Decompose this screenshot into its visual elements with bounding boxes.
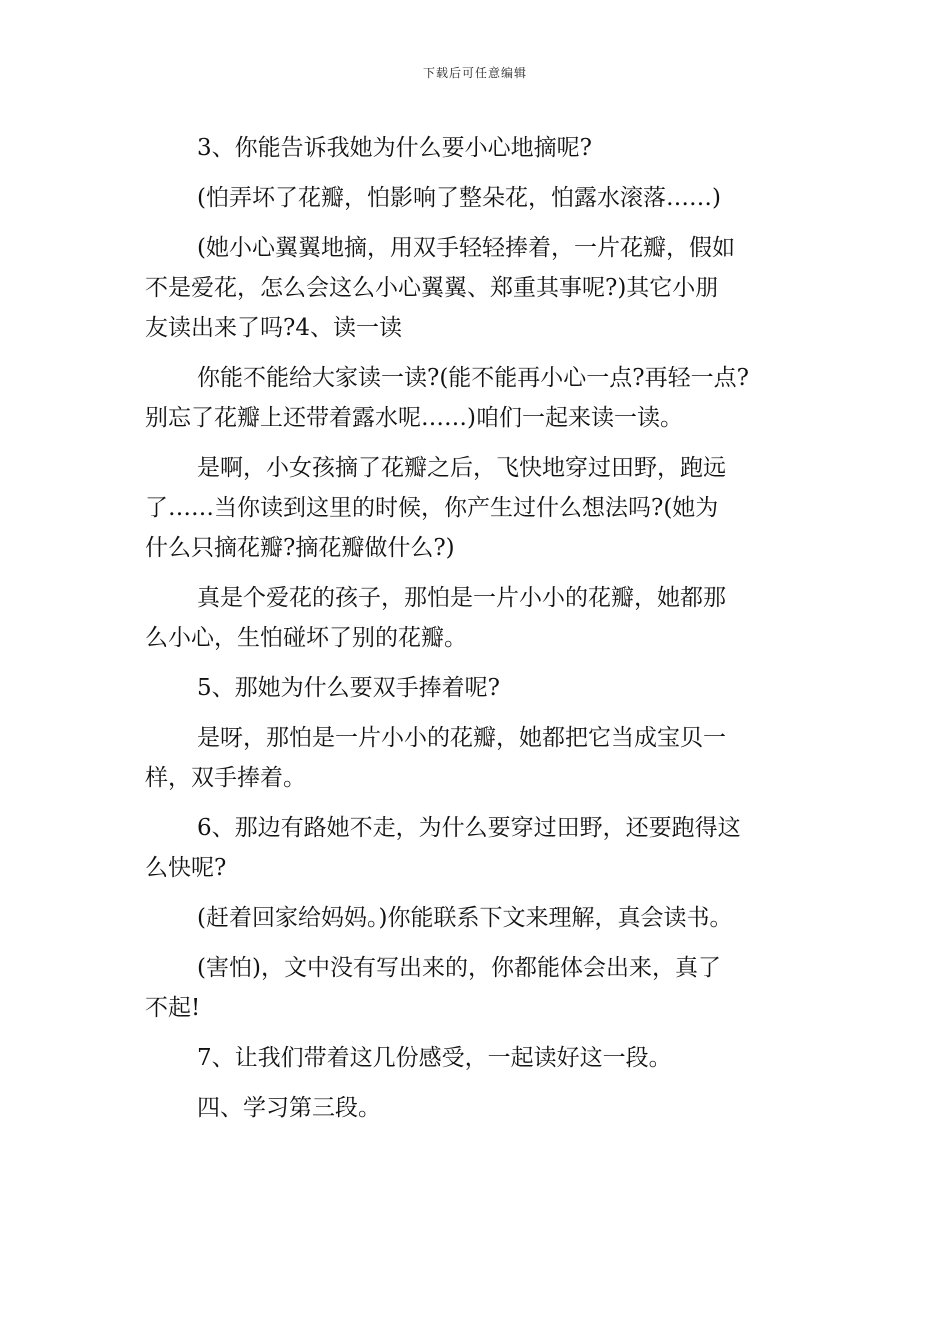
paragraph <box>145 178 810 218</box>
paragraph <box>145 1038 810 1078</box>
paragraph <box>145 808 810 888</box>
paragraph-line: 你能不能给大家读一读?(能不能再小心一点?再轻一点? <box>197 365 749 391</box>
paragraph-line: 别忘了花瓣上还带着露水呢……)咱们一起来读一读。 <box>145 405 683 431</box>
page-header: 下载后可任意编辑 <box>422 66 527 80</box>
paragraph-line: (怕弄坏了花瓣，怕影响了整朵花，怕露水滚落……) <box>197 185 721 211</box>
paragraph-line: 6、那边有路她不走，为什么要穿过田野，还要跑得这 <box>197 815 741 841</box>
paragraph-line: 是呀，那怕是一片小小的花瓣，她都把它当成宝贝一 <box>197 725 726 751</box>
paragraph <box>145 448 810 568</box>
paragraph-line: (害怕)，文中没有写出来的，你都能体会出来，真了 <box>197 955 721 981</box>
paragraph <box>145 358 810 438</box>
paragraph <box>145 948 810 1028</box>
paragraph-line: 友读出来了吗?4、读一读 <box>145 315 402 341</box>
paragraph <box>145 718 810 798</box>
paragraph-line: 样，双手捧着。 <box>145 765 306 791</box>
paragraph <box>145 668 810 708</box>
paragraph-line: 不起! <box>145 995 201 1021</box>
paragraph-line: 7、让我们带着这几份感受，一起读好这一段。 <box>197 1045 672 1071</box>
paragraph <box>145 1088 810 1128</box>
paragraph <box>145 128 810 168</box>
paragraph <box>145 228 810 348</box>
paragraph-line: 么快呢? <box>145 855 227 881</box>
paragraph-line: 是啊，小女孩摘了花瓣之后，飞快地穿过田野，跑远 <box>197 455 726 481</box>
paragraph-line: 什么只摘花瓣?摘花瓣做什么?) <box>145 535 455 561</box>
paragraph-line: (赶着回家给妈妈。)你能联系下文来理解，真会读书。 <box>197 905 733 931</box>
paragraph-line: 真是个爱花的孩子，那怕是一片小小的花瓣，她都那 <box>197 585 726 611</box>
paragraph-line: 3、你能告诉我她为什么要小心地摘呢? <box>197 135 592 161</box>
document-body <box>145 128 810 1138</box>
paragraph-line: (她小心翼翼地摘，用双手轻轻捧着，一片花瓣，假如 <box>197 235 735 261</box>
paragraph <box>145 578 810 658</box>
paragraph-line: 么小心，生怕碰坏了别的花瓣。 <box>145 625 467 651</box>
paragraph <box>145 898 810 938</box>
paragraph-line: 不是爱花，怎么会这么小心翼翼、郑重其事呢?)其它小朋 <box>145 275 719 301</box>
paragraph-line: 5、那她为什么要双手捧着呢? <box>197 675 500 701</box>
paragraph-line: 了……当你读到这里的时候，你产生过什么想法吗?(她为 <box>145 495 719 521</box>
paragraph-line: 四、学习第三段。 <box>197 1095 381 1121</box>
